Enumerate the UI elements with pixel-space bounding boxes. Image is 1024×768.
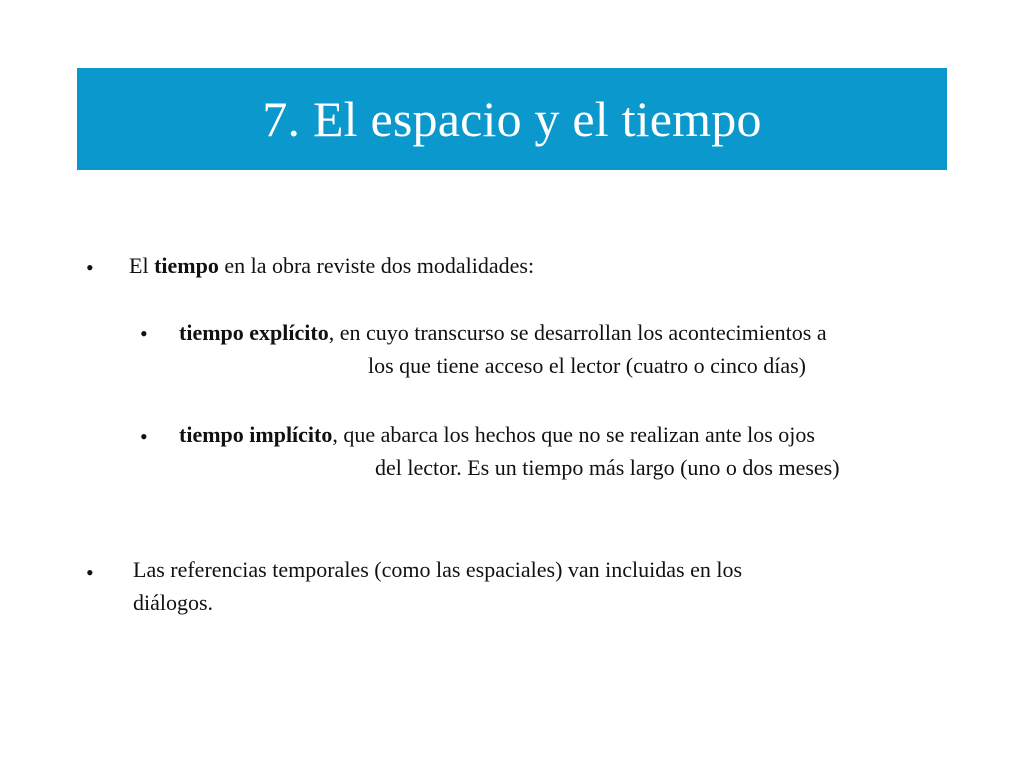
- sub-bullet-tiempo-implicito-line1: [179, 418, 815, 451]
- sub-bullet-marker: •: [140, 424, 148, 449]
- sub-bullet-tiempo-implicito-line2: del lector. Es un tiempo más largo (uno o dos meses): [375, 455, 840, 480]
- bullet-referencias-line2: diálogos.: [133, 590, 214, 615]
- bullet-text-bold: tiempo: [154, 253, 219, 278]
- sub-bullet-marker: •: [140, 321, 148, 346]
- bullet-referencias-line1: Las referencias temporales (como las espaciales) van incluidas en los: [133, 557, 743, 582]
- slide-title: 7. El espacio y el tiempo: [262, 91, 762, 147]
- bullet-text-pre: El: [129, 253, 155, 278]
- sub-bullet-text: , en cuyo transcurso se desarrollan los acontecimientos a: [328, 320, 827, 345]
- bullet-marker: •: [86, 255, 94, 280]
- sub-bullet-tiempo-explicito-line2: los que tiene acceso el lector (cuatro o cinco días): [368, 353, 806, 378]
- title-bar: [77, 68, 947, 170]
- sub-bullet-text: , que abarca los hechos que no se realizan ante los ojos: [332, 422, 815, 447]
- sub-bullet-bold: tiempo implícito: [179, 422, 333, 447]
- sub-bullet-bold: tiempo explícito: [179, 320, 329, 345]
- bullet-marker: •: [86, 560, 94, 585]
- bullet-tiempo-modalidades: [129, 249, 534, 282]
- bullet-text-post: en la obra reviste dos modalidades:: [218, 253, 535, 278]
- sub-bullet-tiempo-explicito-line1: [179, 316, 827, 349]
